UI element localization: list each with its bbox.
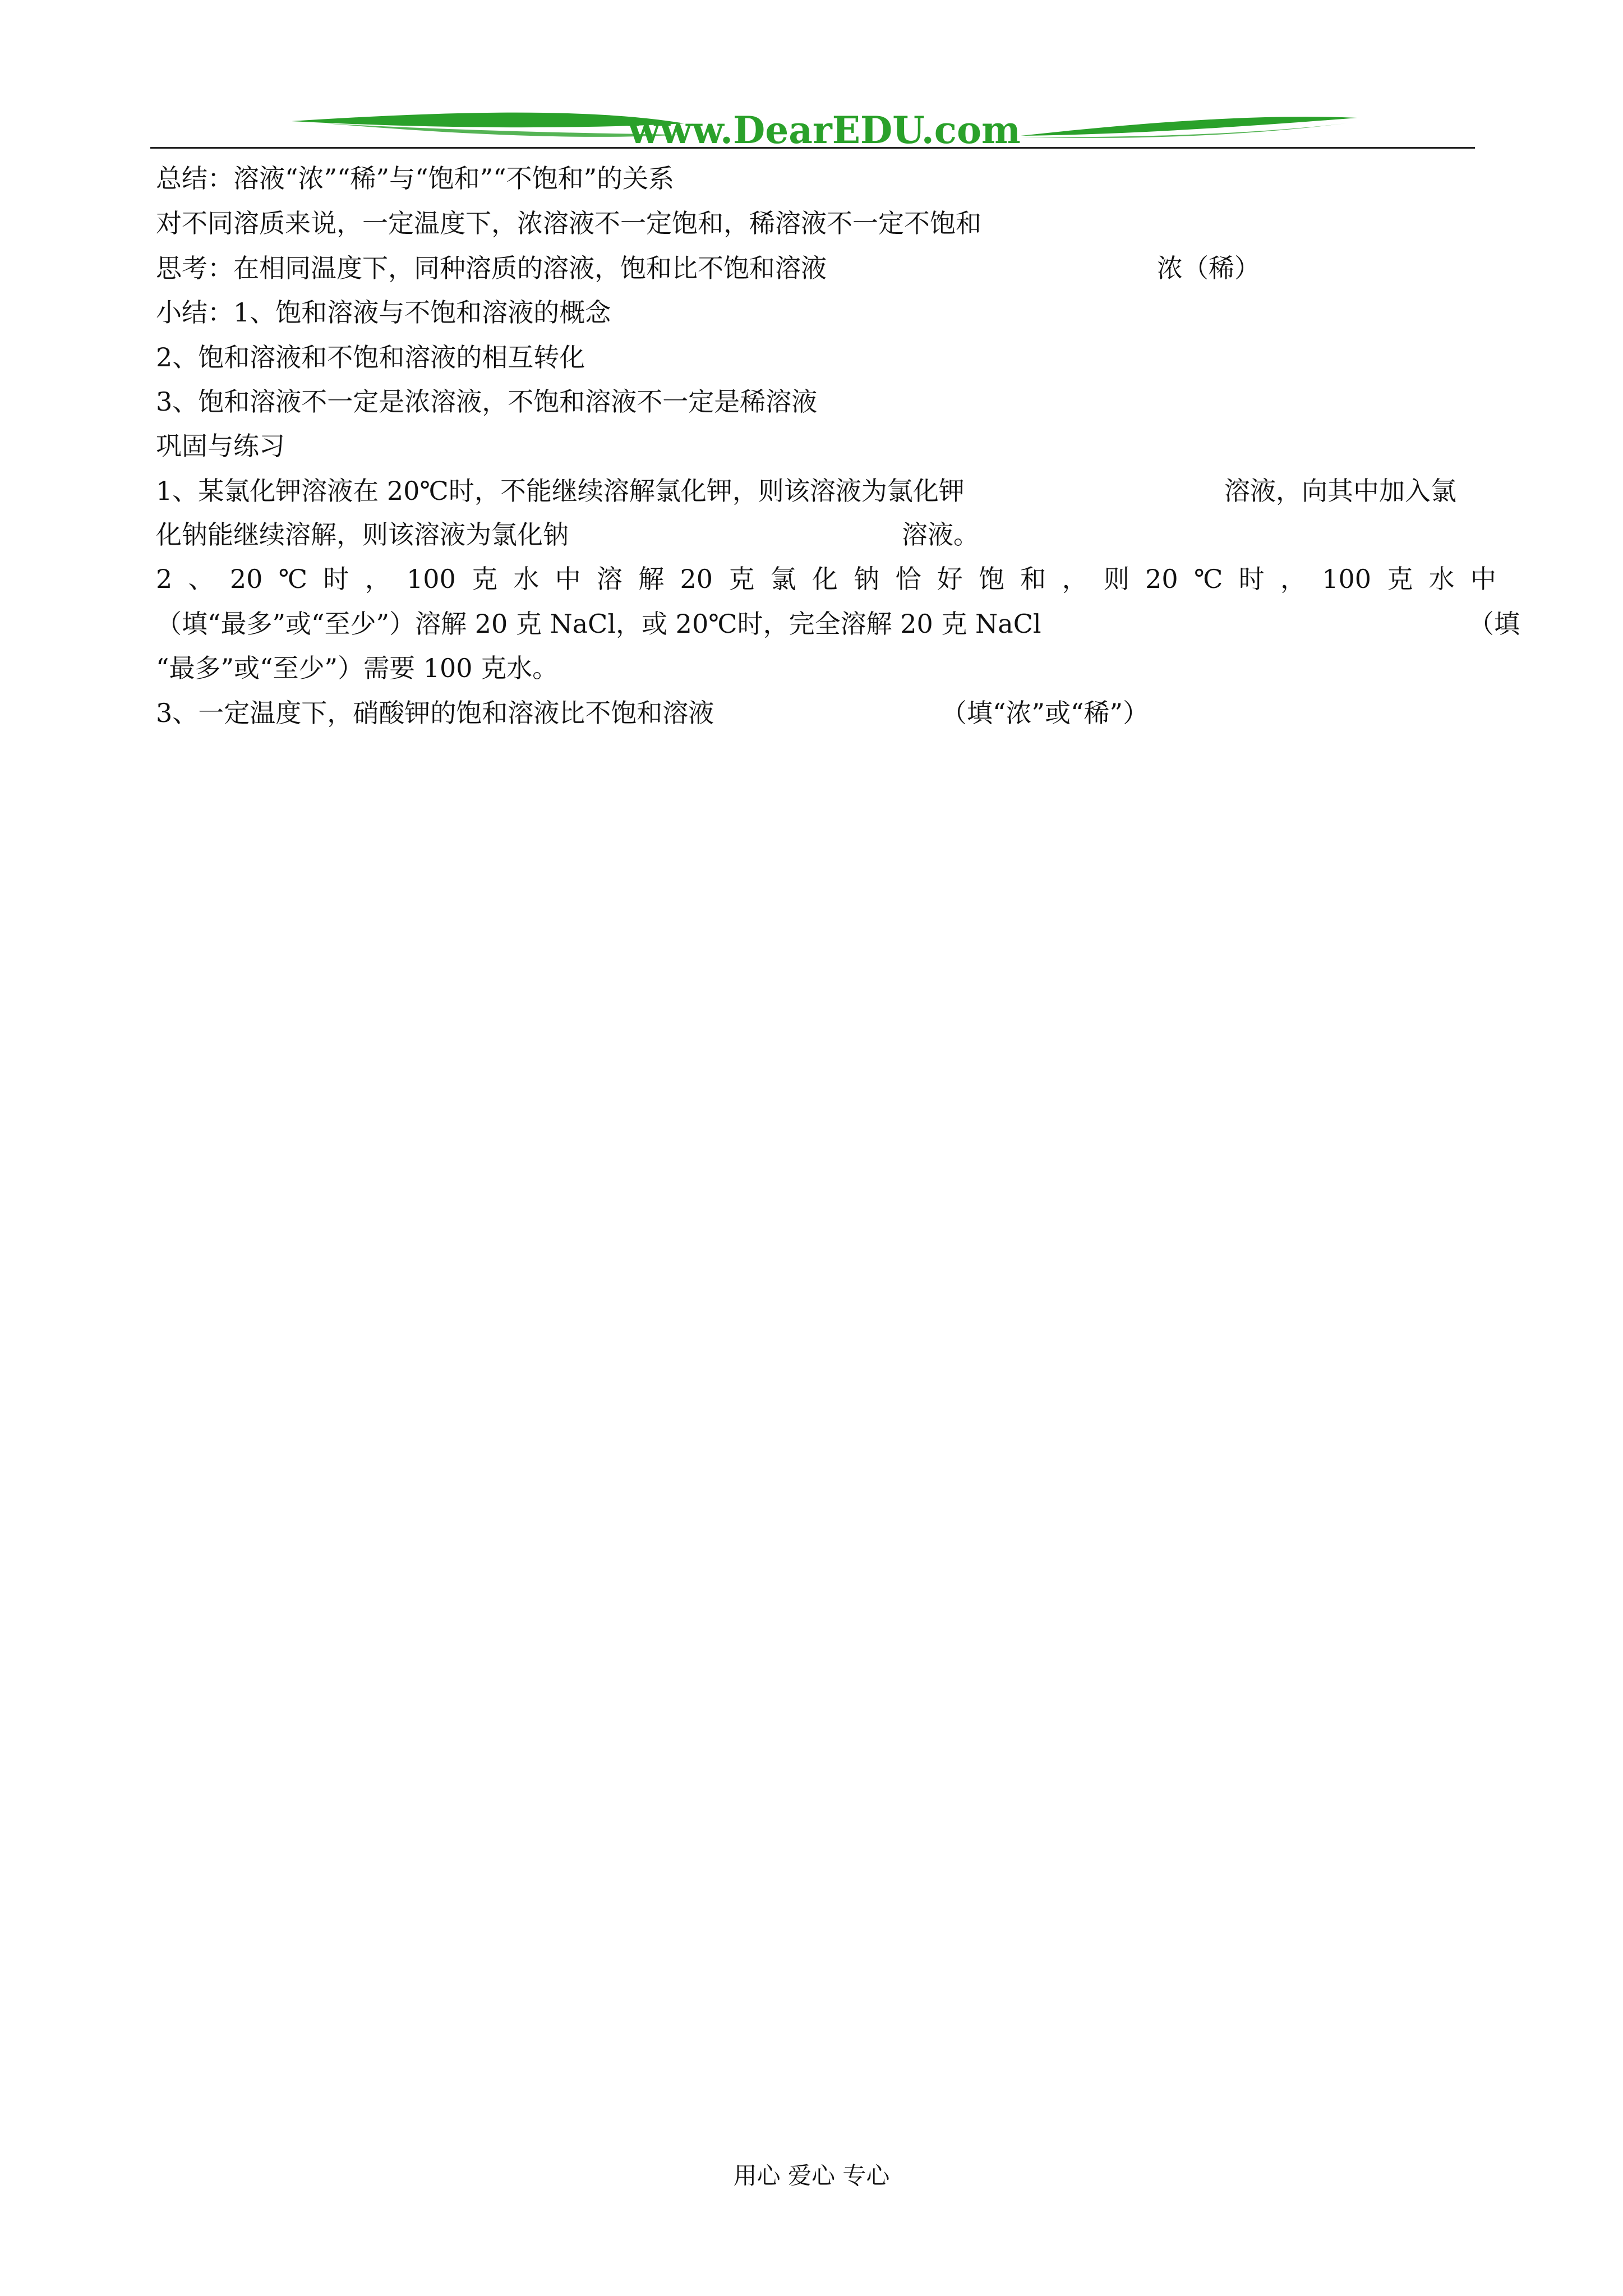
header-logo-banner [292,101,1357,163]
exercise-2-line-2 [156,604,1520,643]
exercise-2-token: 100 [1322,564,1372,594]
exercise-2-token: 溶 [596,564,623,594]
exercise-1-line-2 [156,515,1491,554]
exercise-2-token: 好 [937,564,963,594]
concentration-statement-text: 对不同溶质来说，一定温度下，浓溶液不一定饱和，稀溶液不一定不饱和 [156,208,981,238]
summary-point-3-line [156,382,1491,421]
exercise-2-token: 恰 [895,564,921,594]
exercise-2-token: 克 [728,564,755,594]
exercise-2-token: 水 [513,564,540,594]
think-question-line [156,249,1491,288]
practice-heading-text: 巩固与练习 [156,431,285,461]
exercise-3-part-b: （填“浓”或“稀”） [941,698,1149,728]
exercise-1-part-b: 溶液，向其中加入氯 [1224,476,1456,506]
exercise-2-token: 水 [1428,564,1455,594]
exercise-2-token: 解 [638,564,665,594]
logo-text: www.DearEDU.com [628,108,1021,152]
exercise-1-part-a: 1、某氯化钾溶液在 20℃时，不能继续溶解氯化钾，则该溶液为氯化钾 [156,476,965,506]
logo-swoosh-graphic [292,101,1357,163]
think-answer-text: 浓（稀） [1157,253,1260,283]
exercise-2-token: 化 [811,564,838,594]
exercise-2-token: 中 [555,564,581,594]
page-footer: 用心 爱心 专心 [733,2162,890,2189]
exercise-3-part-a: 3、一定温度下，硝酸钾的饱和溶液比不饱和溶液 [156,698,714,728]
concentration-statement-line [156,204,1491,243]
exercise-2-token: 时 [1238,564,1265,594]
exercise-2-token: 克 [472,564,498,594]
exercise-2-part-c: “最多”或“至少”）需要 100 克水。 [156,653,559,683]
right-swoosh [1021,117,1357,136]
summary-point-2-line [156,338,1491,377]
exercise-1-line-1 [156,471,1491,510]
exercise-1-part-c: 化钠能继续溶解，则该溶液为氯化钠 [156,519,569,550]
exercise-2-token: 饱 [979,564,1004,594]
exercise-2-token: 、 [188,564,214,594]
exercise-2-token: ， [365,564,391,594]
exercise-2-token: 20 [680,564,713,594]
exercise-2-token: 20 [229,564,263,594]
summary-title-line [156,159,1491,198]
exercise-2-token: 中 [1470,564,1496,594]
exercise-2-token: ， [1280,564,1306,594]
exercise-2-token: 克 [1387,564,1413,594]
summary-point-2-text: 2、饱和溶液和不饱和溶液的相互转化 [156,342,585,372]
exercise-2-token: ， [1062,564,1088,594]
exercise-2-token: 和 [1020,564,1046,594]
exercise-2-token: 时 [323,564,349,594]
exercise-2-token: ℃ [1193,564,1223,594]
exercise-2-part-a: （填“最多”或“至少”）溶解 20 克 NaCl，或 20℃时，完全溶解 20 克 NaCl [156,609,1041,639]
exercise-2-token: 则 [1103,564,1129,594]
exercise-1-part-d: 溶液。 [902,519,979,550]
practice-heading-line [156,426,1491,466]
exercise-2-token: 20 [1145,564,1178,594]
exercise-2-token: 100 [406,564,456,594]
summary-title-text: 总结：溶液“浓”“稀”与“饱和”“不饱和”的关系 [156,163,675,194]
exercise-3-line [156,693,1491,733]
summary-point-3-text: 3、饱和溶液不一定是浓溶液，不饱和溶液不一定是稀溶液 [156,386,818,417]
think-question-text: 思考：在相同温度下，同种溶质的溶液，饱和比不饱和溶液 [156,253,827,283]
header-divider [150,147,1475,149]
summary-point-1-line [156,293,1491,332]
exercise-2-token: ℃ [278,564,308,594]
exercise-2-part-b: （填 [1468,609,1520,639]
exercise-2-token: 氯 [770,564,796,594]
exercise-2-token: 钠 [854,564,880,594]
exercise-2-token: 2 [156,564,173,594]
exercise-2-line-3 [156,648,1491,688]
exercise-2-line-1 [156,559,1496,599]
summary-point-1-text: 小结：1、饱和溶液与不饱和溶液的概念 [156,297,611,328]
